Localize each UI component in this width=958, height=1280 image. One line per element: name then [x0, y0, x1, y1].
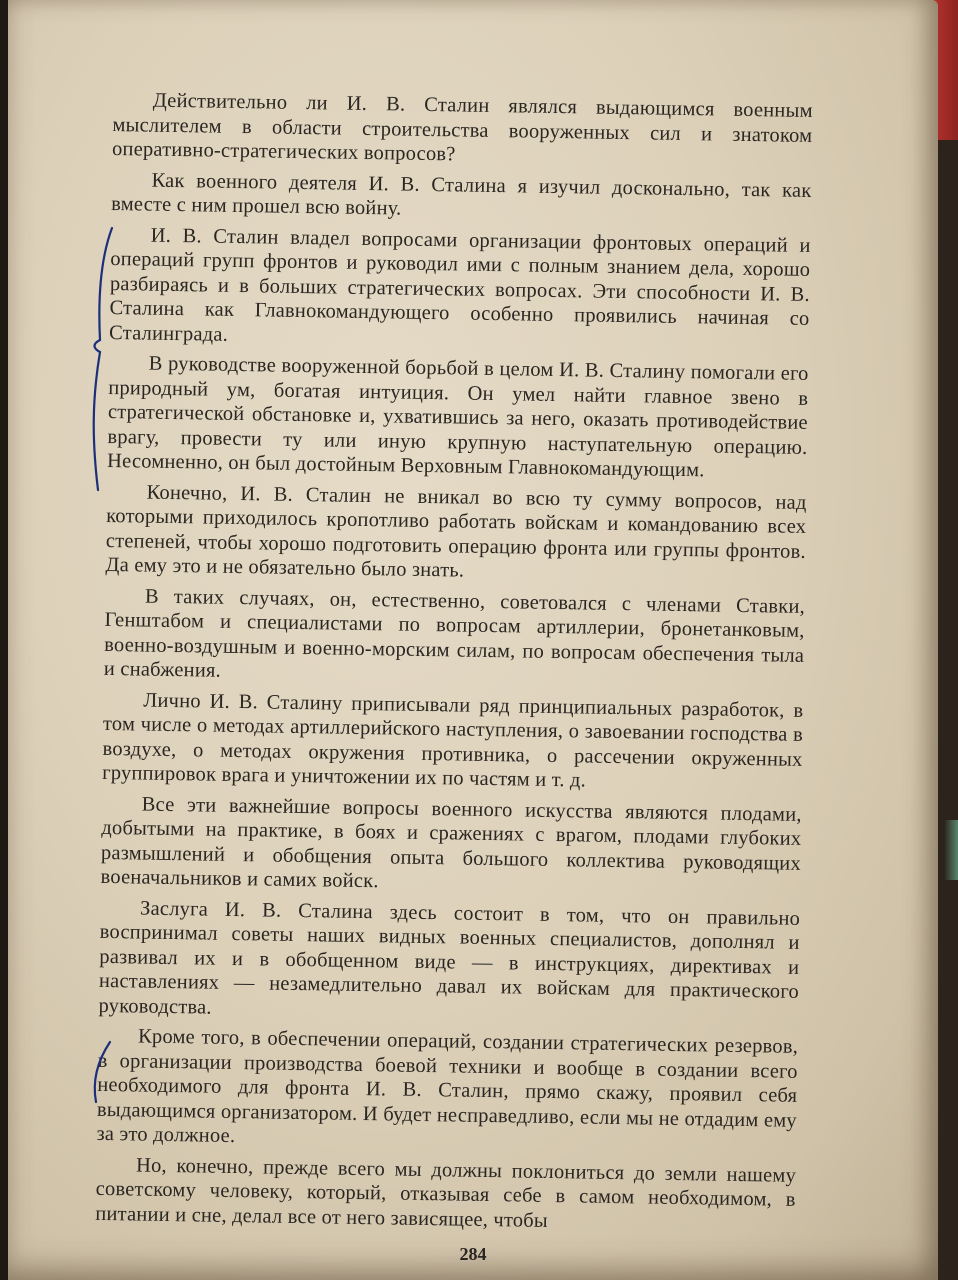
paragraph: Действительно ли И. В. Сталин являлся выдающимся военным мыслителем в области строительства вооруженных сил и знатоком оперативно-стратегических вопросов?	[111, 89, 813, 166]
light-glare	[944, 820, 958, 880]
paragraph: Заслуга И. В. Сталина здесь состоит в том, что он правильно воспринимал советы наших видных военных специалистов, дополнял и развивал их и в обобщенном виде — в инструкциях, директивах и наставлениях — незамедлительно давал их войскам для практического руководства.	[98, 897, 801, 1019]
paragraph: Кроме того, в обеспечении операций, создании стратегических резервов, в организации производства боевой техники и вообще в создании всего необходимого для фронта И. В. Сталин, прямо скажу, проявил себя выдающимся организатором. И будет несправедливо, если мы не отдадим ему за это должное.	[96, 1025, 799, 1148]
paragraph: В таких случаях, он, естественно, советовался с членами Ставки, Генштабом и специалистами по вопросам артиллерии, бронетанковым, военно-воздушным и военно-морским силам, по вопросам обеспечения тыла и снабжения.	[103, 585, 806, 682]
paragraph: Как военного деятеля И. В. Сталина я изучил досконально, так как вместе с ним прошел всю войну.	[111, 169, 812, 220]
paragraph: Все эти важнейшие вопросы военного искусства являются плодами, добытыми на практике, в боях и сражениях с врагом, плодами глубоких размышлений и обобщения опыта большого коллектива руководящих военачальников и самих войск.	[100, 793, 802, 893]
page-number: 284	[459, 1244, 487, 1264]
paragraph: Лично И. В. Сталину приписывали ряд принципиальных разработок, в том числе о методах артиллерийского наступления, о завоевании господства в воздухе, о методах окружения противника, о рассечении окруженных группировок врага и уничтожении их по частям и т. д.	[102, 689, 804, 792]
paragraph: Конечно, И. В. Сталин не вникал во всю ту сумму вопросов, над которыми приходилось кропотливо работать войскам и командованию всех степеней, чтобы хорошо подготовить операцию фронта или группы фронтов. Да ему это и не обязательно было знать.	[105, 481, 807, 582]
paragraph: Но, конечно, прежде всего мы должны поклониться до земли нашему советскому человеку, который, отказывая себе в самом необходимом, в питании и сне, делал все от него зависящее, чтобы	[95, 1153, 797, 1232]
paragraph: И. В. Сталин владел вопросами организации фронтовых операций и операций групп фронтов и руководил ими с полным знанием дела, хорошо разбираясь и в больших стратегических вопросах. Эти способности И. В. Сталина как Главнокомандующего особенно проявились начиная со Сталинграда.	[108, 224, 811, 346]
book-page	[8, 0, 938, 1280]
paragraph: В руководстве вооруженной борьбой в целом И. В. Сталину помогали его природный ум, богатая интуиция. Он умел найти главное звено в стратегической обстановке и, ухватившись за него, оказать противодействие врагу, провести ту или иную крупную наступательную операцию. Несомненно, он был достойным Верховным Главнокомандующим.	[106, 352, 809, 482]
page-text	[95, 88, 813, 1243]
